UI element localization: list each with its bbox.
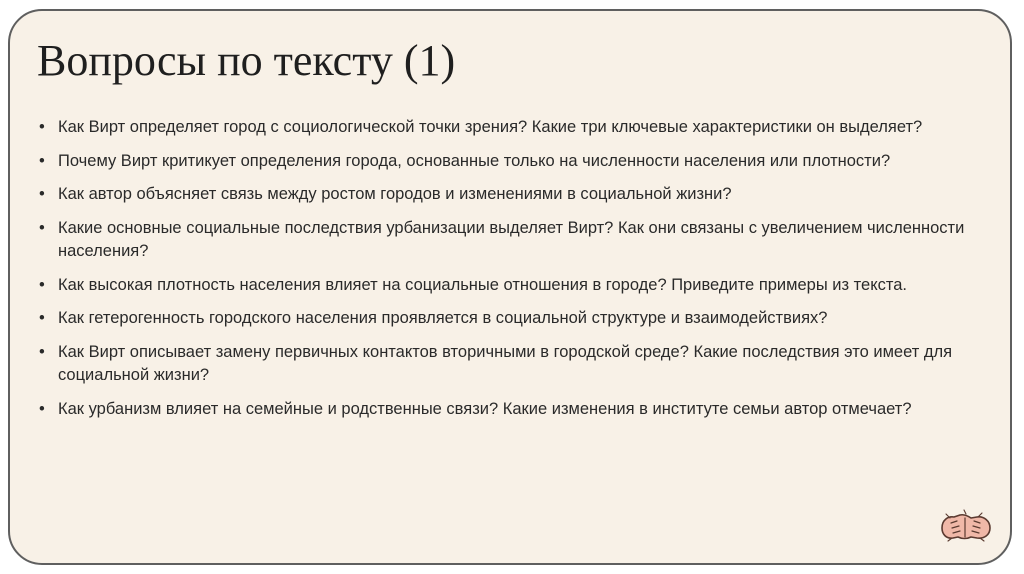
list-item (39, 116, 989, 140)
handshake-logo-icon (938, 508, 994, 544)
list-item (39, 183, 989, 207)
logo-shape (942, 515, 990, 539)
bullet-icon: • (39, 185, 45, 203)
list-item (39, 274, 989, 298)
slide-title: Вопросы по тексту (1) (37, 36, 456, 85)
bullet-icon: • (39, 399, 45, 418)
list-item (39, 398, 989, 422)
question-text: Почему Вирт критикует определения города, основанные только на численности населения или плотности? (58, 151, 891, 170)
question-text: Как урбанизм влияет на семейные и родственные связи? Какие изменения в институте семьи автор отмечает? (58, 399, 912, 418)
bullet-icon: • (39, 275, 45, 294)
bullet-icon: • (39, 151, 45, 170)
list-item (39, 217, 989, 264)
question-text: Как высокая плотность населения влияет на социальные отношения в городе? Приведите примеры из текста. (58, 275, 907, 294)
bullet-icon: • (39, 342, 45, 361)
list-item (39, 341, 989, 388)
question-text: Как Вирт описывает замену первичных контактов вторичными в городской среде? Какие последствия это имеет для социальной жизни? (58, 342, 953, 384)
bullet-icon: • (39, 118, 45, 136)
list-item (39, 307, 989, 331)
bullet-icon: • (39, 218, 45, 237)
bullet-icon: • (39, 309, 45, 327)
questions-list (39, 116, 989, 431)
question-text: Как автор объясняет связь между ростом городов и изменениями в социальной жизни? (58, 185, 732, 203)
question-text: Какие основные социальные последствия урбанизации выделяет Вирт? Как они связаны с увеличением численности населения? (58, 218, 965, 260)
list-item (39, 150, 989, 174)
slide-frame (8, 9, 1012, 565)
question-text: Как Вирт определяет город с социологической точки зрения? Какие три ключевые характеристики он выделяет? (58, 118, 923, 136)
question-text: Как гетерогенность городского населения проявляется в социальной структуре и взаимодействиях? (58, 309, 828, 327)
